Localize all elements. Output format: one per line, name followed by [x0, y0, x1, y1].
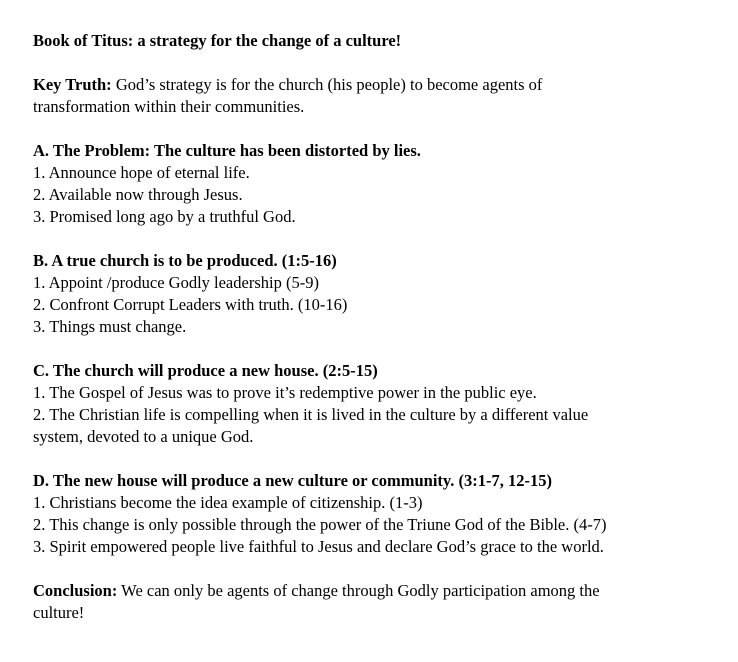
section-d-item-1: 1. Christians become the idea example of citizenship. (1-3): [33, 493, 423, 512]
section-c-item-2-line-1: 2. The Christian life is compelling when it is lived in the culture by a different value: [33, 405, 589, 424]
section-b-item-2: 2. Confront Corrupt Leaders with truth. (10-16): [33, 295, 348, 314]
section-a-item-2: 2. Available now through Jesus.: [33, 185, 243, 204]
section-a-item-1: 1. Announce hope of eternal life.: [33, 163, 250, 182]
conclusion-text-line-1: We can only be agents of change through Godly participation among the: [117, 581, 600, 600]
section-c-item-1: 1. The Gospel of Jesus was to prove it’s redemptive power in the public eye.: [33, 383, 537, 402]
key-truth-label: Key Truth:: [33, 75, 112, 94]
section-d-item-2: 2. This change is only possible through the power of the Triune God of the Bible. (4-7): [33, 515, 607, 534]
conclusion-line-1: [33, 580, 710, 602]
section-d-heading: D. The new house will produce a new culture or community. (3:1-7, 12-15): [33, 471, 552, 490]
key-truth-text-line-1: God’s strategy is for the church (his people) to become agents of: [111, 75, 543, 94]
section-b-item-1: 1. Appoint /produce Godly leadership (5-9): [33, 273, 319, 292]
section-d: [33, 470, 710, 558]
section-c-item-2-line-2: system, devoted to a unique God.: [33, 427, 254, 446]
section-b-item-3: 3. Things must change.: [33, 317, 187, 336]
section-b-heading: B. A true church is to be produced. (1:5-16): [33, 251, 337, 270]
section-d-item-3: 3. Spirit empowered people live faithful to Jesus and declare God’s grace to the world.: [33, 537, 604, 556]
key-truth-paragraph: [33, 74, 710, 118]
conclusion-label: Conclusion:: [33, 581, 118, 600]
section-a-heading: A. The Problem: The culture has been distorted by lies.: [33, 141, 421, 160]
conclusion-paragraph: [33, 580, 710, 624]
section-c-heading: C. The church will produce a new house. (2:5-15): [33, 361, 378, 380]
document-title: Book of Titus: a strategy for the change of a culture!: [33, 31, 402, 50]
section-c: [33, 360, 710, 448]
section-b: [33, 250, 710, 338]
key-truth-text-line-2: transformation within their communities.: [33, 97, 305, 116]
section-a-item-3: 3. Promised long ago by a truthful God.: [33, 207, 296, 226]
conclusion-line-2: culture!: [33, 603, 85, 622]
section-a: [33, 140, 710, 228]
